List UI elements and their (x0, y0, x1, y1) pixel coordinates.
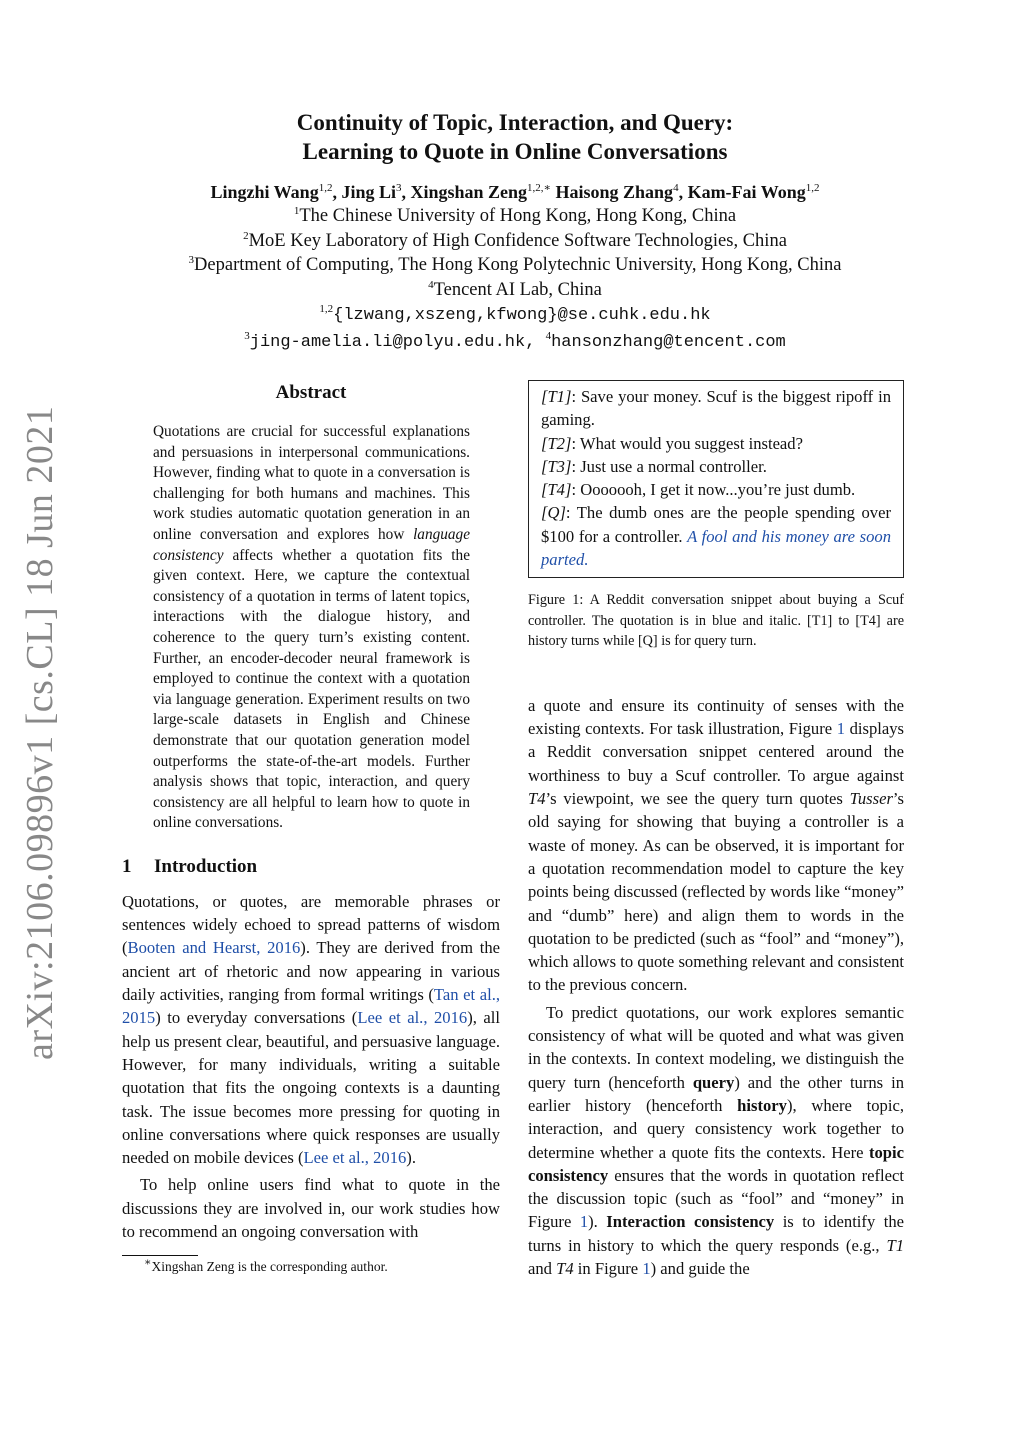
citation-link[interactable]: Tan et al., 2015 (122, 985, 501, 1028)
left-column (122, 382, 500, 1275)
conversation-turn: [T4]: Ooooooh, I get it now...you’re just dumb. (541, 480, 856, 500)
email-line-2: $^3$jing-amelia.li@polyu.edu.hk, $^4$hansonzhang@tencent.com (244, 329, 786, 352)
title-line-2: Learning to Quote in Online Conversations (302, 139, 728, 164)
citation-link[interactable]: Lee et al., 2016 (303, 1148, 407, 1168)
affiliation: $^2$MoE Key Laboratory of High Confidence Software Technologies, China (243, 229, 787, 251)
abstract-text: Quotations are crucial for successful explanations and persuasions in interpersonal communications. However, finding what to quote in a conversation is challenging for both humans and machines. This work studies automatic quotation generation in an online conversation and explores how language consistency affects whether a quotation fits the given context. Here, we capture the contextual consistency of a quotation in terms of latent topics, interactions with the dialogue history, and coherence to the query turn’s existing content. Further, an encoder-decoder neural framework is employed to continue the context with a quotation via language generation. Experiment results on two large-scale datasets in English and Chinese demonstrate that our quotation generation model outperforms the state-of-the-art models. Further analysis shows that topic, interaction, and query consistency are all helpful to learn how to quote in online conversations. (153, 423, 470, 832)
author: Xingshan Zeng$^{1,2,∗}$ (410, 182, 552, 202)
right-column (528, 380, 904, 1280)
conversation-turn: [T1]: Save your money. Scuf is the biggest ripoff in gaming. (541, 387, 891, 430)
author: Haisong Zhang$^4$, (555, 182, 688, 202)
right-paragraph-1: a quote and ensure its continuity of senses with the existing contexts. For task illustration, Figure 1 displays a Reddit conversation snippet centered around the worthiness to buy a Scuf controller. To argue against T4’s viewpoint, we see the query turn quotes Tusser’s old saying for showing that buying a controller is a waste of money. As can be observed, it is important for a quotation recommendation model to capture the key points being discussed (reflected by words like “money” and “dumb” here) and align them to words in the quotation to be predicted (such as “fool” and “money”), which allows to quote something relevant and consistent to the previous concern. (528, 695, 904, 995)
arxiv-stamp: arXiv:2106.09896v1 [cs.CL] 18 Jun 2021 (19, 405, 61, 1060)
figure-1-caption: Figure 1: A Reddit conversation snippet about buying a Scuf controller. The quotation is in blue and italic. [T1] to [T4] are history turns while [Q] is for query turn. (528, 592, 904, 650)
author: Lingzhi Wang$^{1,2}$, (210, 182, 342, 202)
section-heading-introduction: 1 Introduction (122, 855, 258, 877)
email-line-1: $^{1,2}${lzwang,xszeng,kfwong}@se.cuhk.edu.hk (319, 302, 711, 325)
figure-ref-link[interactable]: 1 (642, 1259, 651, 1278)
citation-link[interactable]: Booten and Hearst, 2016 (127, 938, 301, 958)
quotation-text: A fool and his money are soon parted. (541, 526, 891, 570)
figure-ref-link[interactable]: 1 (836, 719, 845, 739)
abstract-heading: Abstract (275, 382, 347, 403)
footnote-rule (122, 1255, 198, 1256)
figure-ref-link[interactable]: 1 (579, 1212, 589, 1232)
author: Kam-Fai Wong$^{1,2}$ (687, 182, 820, 202)
conversation-turn: [T3]: Just use a normal controller. (541, 456, 767, 476)
intro-paragraph-1: Quotations, or quotes, are memorable phrases or sentences widely echoed to spread patterns of wisdom (Booten and Hearst, 2016). They are derived from the ancient art of rhetoric and now appearing in various daily activities, ranging from formal writings (Tan et al., 2015) to everyday conversations (Lee et al., 2016), all help us present clear, beautiful, and persuasive language. However, for many individuals, writing a suitable quotation that fits the ongoing contexts is a daunting task. The issue becomes more pressing for quoting in online conversations where quick responses are usually needed on mobile devices (Lee et al., 2016). (122, 891, 501, 1168)
affiliation: $^3$Department of Computing, The Hong Kong Polytechnic University, Hong Kong, China (188, 253, 842, 275)
query-turn: [Q]: The dumb ones are the people spending over $100 for a controller. A fool and his money are soon parted. (541, 503, 891, 570)
author: Jing Li$^3$, (341, 182, 411, 202)
affiliation: $^4$Tencent AI Lab, China (428, 278, 602, 300)
right-paragraph-2: To predict quotations, our work explores semantic consistency of what will be quoted and what was given in the contexts. In context modeling, we distinguish the query turn (henceforth query) and the other turns in earlier history (henceforth history), where topic, interaction, and query consistency work together to determine whether a quote fits the contexts. Here topic consistency ensures that the words in quotation reflect the discussion topic (such as “fool” and “money” in Figure 1). Interaction consistency is to identify the turns in history to which the query responds (e.g., T1 and T4 in Figure 1) and guide the (528, 1002, 904, 1278)
affiliation: $^1$The Chinese University of Hong Kong, Hong Kong, China (293, 204, 737, 226)
figure-1-box (528, 380, 904, 578)
paper-title (120, 108, 910, 166)
citation-link[interactable]: Lee et al., 2016 (357, 1008, 468, 1028)
conversation-turn: [T2]: What would you suggest instead? (541, 433, 803, 453)
intro-paragraph-2: To help online users find what to quote in the discussions they are involved in, our work studies how to recommend an ongoing conversation with (122, 1175, 500, 1242)
footnote: ∗Xingshan Zeng is the corresponding author. (144, 1256, 388, 1275)
author-list (120, 180, 910, 204)
paper-header (120, 108, 910, 355)
title-line-1: Continuity of Topic, Interaction, and Query: (296, 110, 734, 135)
